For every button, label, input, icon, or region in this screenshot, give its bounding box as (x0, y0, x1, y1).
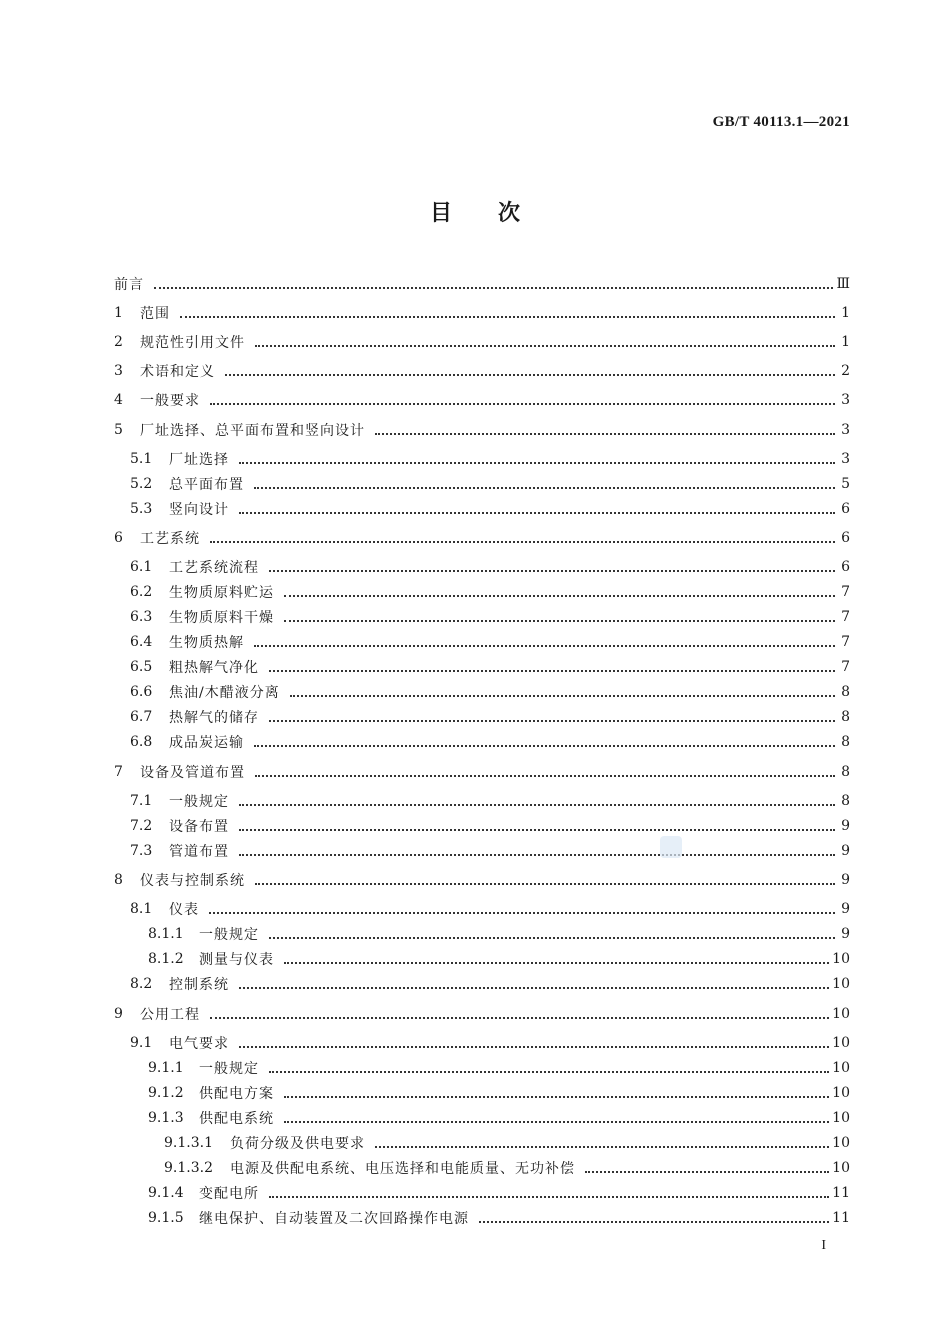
toc-entry-page: 10 (832, 1110, 850, 1126)
dot-leader (209, 911, 835, 914)
toc-entry-number: 8.1.1 (148, 926, 184, 942)
toc-entry-number: 7 (114, 764, 123, 780)
toc-entry-page: 3 (841, 392, 850, 408)
dot-leader (225, 373, 835, 376)
toc-entry-number: 8.1 (130, 901, 153, 917)
toc-entry[interactable] (114, 972, 850, 996)
dot-leader (239, 511, 835, 514)
toc-entry-title: 竖向设计 (169, 502, 229, 518)
toc-entry[interactable] (114, 814, 850, 838)
toc-entry[interactable] (114, 1081, 850, 1105)
toc-entry[interactable] (114, 1156, 850, 1180)
dot-leader (284, 619, 835, 622)
toc-entry-page: 10 (832, 1006, 850, 1022)
toc-entry-title: 生物质热解 (169, 635, 244, 651)
toc-entry-title: 厂址选择 (169, 452, 229, 468)
toc-entry[interactable] (114, 555, 850, 579)
toc-entry-page: 5 (841, 476, 850, 492)
toc-entry-title: 一般规定 (199, 927, 259, 943)
dot-leader (239, 828, 835, 831)
toc-entry-number: 4 (114, 392, 123, 408)
toc-entry-page: 9 (841, 843, 850, 859)
toc-entry[interactable] (114, 330, 850, 354)
toc-entry[interactable] (114, 1206, 850, 1230)
dot-leader (154, 286, 833, 289)
toc-entry-title: 工艺系统 (140, 531, 200, 547)
dot-leader (269, 669, 835, 672)
toc-entry-title: 设备及管道布置 (140, 765, 245, 781)
toc-entry-number: 5.3 (130, 501, 153, 517)
toc-entry[interactable] (114, 1181, 850, 1205)
toc-entry[interactable] (114, 760, 850, 784)
toc-entry-page: 7 (841, 659, 850, 675)
toc-entry-title: 术语和定义 (140, 364, 215, 380)
toc-entry-title: 粗热解气净化 (169, 660, 259, 676)
toc-entry-number: 9 (114, 1006, 123, 1022)
toc-entry-title: 测量与仪表 (199, 952, 274, 968)
toc-entry-page: 1 (841, 334, 850, 350)
dot-leader (239, 853, 835, 856)
dot-leader (254, 486, 835, 489)
dot-leader (585, 1170, 829, 1173)
toc-entry-page: 6 (841, 501, 850, 517)
toc-entry-number: 5.1 (130, 451, 153, 467)
toc-entry[interactable] (114, 1002, 850, 1026)
toc-entry[interactable] (114, 472, 850, 496)
toc-entry-title: 公用工程 (140, 1007, 200, 1023)
dot-leader (255, 344, 835, 347)
toc-entry-page: 3 (841, 422, 850, 438)
toc-entry-number: 8.1.2 (148, 951, 184, 967)
toc-entry[interactable] (114, 1031, 850, 1055)
dot-leader (239, 986, 829, 989)
toc-entry[interactable] (114, 730, 850, 754)
toc-entry-title: 前言 (114, 277, 144, 293)
toc-entry-number: 6 (114, 530, 123, 546)
toc-entry-page: 8 (841, 793, 850, 809)
toc-entry-page: 8 (841, 684, 850, 700)
toc-entry-title: 厂址选择、总平面布置和竖向设计 (140, 423, 365, 439)
dot-leader (284, 961, 829, 964)
toc-entry-page: 3 (841, 451, 850, 467)
toc-entry-page: 6 (841, 530, 850, 546)
toc-entry-page: 6 (841, 559, 850, 575)
dot-leader (254, 644, 835, 647)
toc-entry-title: 一般要求 (140, 393, 200, 409)
toc-entry-title: 焦油/木醋液分离 (169, 685, 280, 701)
toc-entry-number: 8 (114, 872, 123, 888)
toc-entry-number: 6.4 (130, 634, 153, 650)
page-title: 目次 (429, 201, 566, 226)
toc-entry-page: 9 (841, 901, 850, 917)
toc-entry-page: 8 (841, 764, 850, 780)
toc-entry-page: 10 (832, 976, 850, 992)
dot-leader (284, 1120, 829, 1123)
toc-entry-page: 10 (832, 1085, 850, 1101)
toc-entry[interactable] (114, 922, 850, 946)
toc-entry-title: 供配电方案 (199, 1086, 274, 1102)
dot-leader (210, 402, 835, 405)
toc-entry-title: 范围 (140, 306, 170, 322)
toc-entry-number: 9.1.1 (148, 1060, 184, 1076)
toc-entry[interactable] (114, 526, 850, 550)
toc-entry[interactable] (114, 680, 850, 704)
toc-entry-page: 10 (832, 1060, 850, 1076)
toc-entry-title: 供配电系统 (199, 1111, 274, 1127)
toc-entry-number: 9.1.3.2 (164, 1160, 213, 1176)
toc-entry-title: 热解气的储存 (169, 710, 259, 726)
toc-entry-number: 7.1 (130, 793, 153, 809)
toc-entry-page: 10 (832, 1035, 850, 1051)
dot-leader (254, 744, 835, 747)
toc-entry-page: Ⅲ (836, 276, 850, 292)
toc-entry-number: 6.5 (130, 659, 153, 675)
toc-entry-number: 6.6 (130, 684, 153, 700)
toc-entry-page: 7 (841, 609, 850, 625)
dot-leader (210, 540, 835, 543)
dot-leader (269, 719, 835, 722)
dot-leader (375, 1145, 829, 1148)
toc-entry-page: 11 (832, 1210, 850, 1226)
toc-entry-title: 设备布置 (169, 819, 229, 835)
toc-entry-page: 10 (832, 1135, 850, 1151)
toc-entry-page: 9 (841, 872, 850, 888)
toc-entry-number: 2 (114, 334, 123, 350)
toc-entry[interactable] (114, 418, 850, 442)
toc-entry[interactable] (114, 388, 850, 412)
toc-entry-title: 管道布置 (169, 844, 229, 860)
toc-entry[interactable] (114, 897, 850, 921)
toc-entry-title: 生物质原料干燥 (169, 610, 274, 626)
toc-entry[interactable] (114, 868, 850, 892)
toc-entry[interactable] (114, 947, 850, 971)
toc-entry-page: 8 (841, 709, 850, 725)
toc-entry-page: 1 (841, 305, 850, 321)
toc-entry-page: 9 (841, 818, 850, 834)
toc-entry-title: 继电保护、自动装置及二次回路操作电源 (199, 1211, 469, 1227)
toc-entry-number: 6.8 (130, 734, 153, 750)
toc-entry-number: 9.1.2 (148, 1085, 184, 1101)
toc-entry[interactable] (114, 839, 850, 863)
standard-code: GB/T 40113.1—2021 (712, 114, 850, 130)
toc-entry-number: 8.2 (130, 976, 153, 992)
dot-leader (255, 882, 835, 885)
toc-entry[interactable] (114, 580, 850, 604)
toc-entry[interactable] (114, 630, 850, 654)
dot-leader (180, 315, 835, 318)
toc-entry-page: 8 (841, 734, 850, 750)
dot-leader (479, 1220, 829, 1223)
dot-leader (210, 1016, 829, 1019)
toc-entry-title: 工艺系统流程 (169, 560, 259, 576)
toc-entry[interactable] (114, 1106, 850, 1130)
toc-entry-title: 一般规定 (199, 1061, 259, 1077)
toc-entry[interactable] (114, 359, 850, 383)
toc-entry-number: 5 (114, 422, 123, 438)
toc-entry-title: 生物质原料贮运 (169, 585, 274, 601)
dot-leader (239, 803, 835, 806)
toc-entry-page: 10 (832, 951, 850, 967)
dot-leader (375, 432, 835, 435)
page-number: I (821, 1238, 826, 1253)
toc-entry-title: 总平面布置 (169, 477, 244, 493)
toc-entry[interactable] (114, 655, 850, 679)
toc-entry-title: 电源及供配电系统、电压选择和电能质量、无功补偿 (230, 1161, 575, 1177)
toc-entry-title: 控制系统 (169, 977, 229, 993)
toc-entry-page: 7 (841, 584, 850, 600)
toc-entry-number: 9.1.3 (148, 1110, 184, 1126)
toc-entry[interactable] (114, 497, 850, 521)
toc-entry-number: 3 (114, 363, 123, 379)
dot-leader (239, 1045, 829, 1048)
toc-entry-number: 6.1 (130, 559, 153, 575)
toc-entry-title: 一般规定 (169, 794, 229, 810)
toc-entry-number: 7.2 (130, 818, 153, 834)
toc-entry-title: 仪表与控制系统 (140, 873, 245, 889)
toc-entry[interactable] (114, 1056, 850, 1080)
toc-entry-number: 1 (114, 305, 123, 321)
dot-leader (255, 774, 835, 777)
toc-entry-number: 7.3 (130, 843, 153, 859)
toc-entry-number: 6.7 (130, 709, 153, 725)
toc-entry-number: 6.2 (130, 584, 153, 600)
dot-leader (269, 936, 835, 939)
toc-entry-number: 9.1.4 (148, 1185, 184, 1201)
toc-entry-page: 10 (832, 1160, 850, 1176)
toc-entry[interactable] (114, 301, 850, 325)
watermark-logo (660, 836, 682, 858)
toc-entry-title: 电气要求 (169, 1036, 229, 1052)
toc-entry-title: 规范性引用文件 (140, 335, 245, 351)
toc-entry-number: 9.1 (130, 1035, 153, 1051)
dot-leader (269, 569, 835, 572)
dot-leader (269, 1195, 829, 1198)
toc-entry-title: 仪表 (169, 902, 199, 918)
toc-entry-number: 6.3 (130, 609, 153, 625)
toc-entry-number: 5.2 (130, 476, 153, 492)
toc-entry-page: 9 (841, 926, 850, 942)
toc-entry-page: 11 (832, 1185, 850, 1201)
dot-leader (284, 1095, 829, 1098)
dot-leader (284, 594, 835, 597)
dot-leader (290, 694, 835, 697)
toc-entry[interactable] (114, 605, 850, 629)
toc-entry-title: 变配电所 (199, 1186, 259, 1202)
toc-entry-number: 9.1.5 (148, 1210, 184, 1226)
toc-entry[interactable] (114, 447, 850, 471)
toc-entry-page: 7 (841, 634, 850, 650)
toc-entry-title: 负荷分级及供电要求 (230, 1136, 365, 1152)
toc-entry-title: 成品炭运输 (169, 735, 244, 751)
toc-entry[interactable] (114, 789, 850, 813)
toc-entry[interactable] (114, 705, 850, 729)
toc-entry-page: 2 (841, 363, 850, 379)
toc-entry[interactable] (114, 1131, 850, 1155)
dot-leader (269, 1070, 829, 1073)
toc-entry-number: 9.1.3.1 (164, 1135, 213, 1151)
dot-leader (239, 461, 835, 464)
toc-entry[interactable] (114, 272, 850, 296)
